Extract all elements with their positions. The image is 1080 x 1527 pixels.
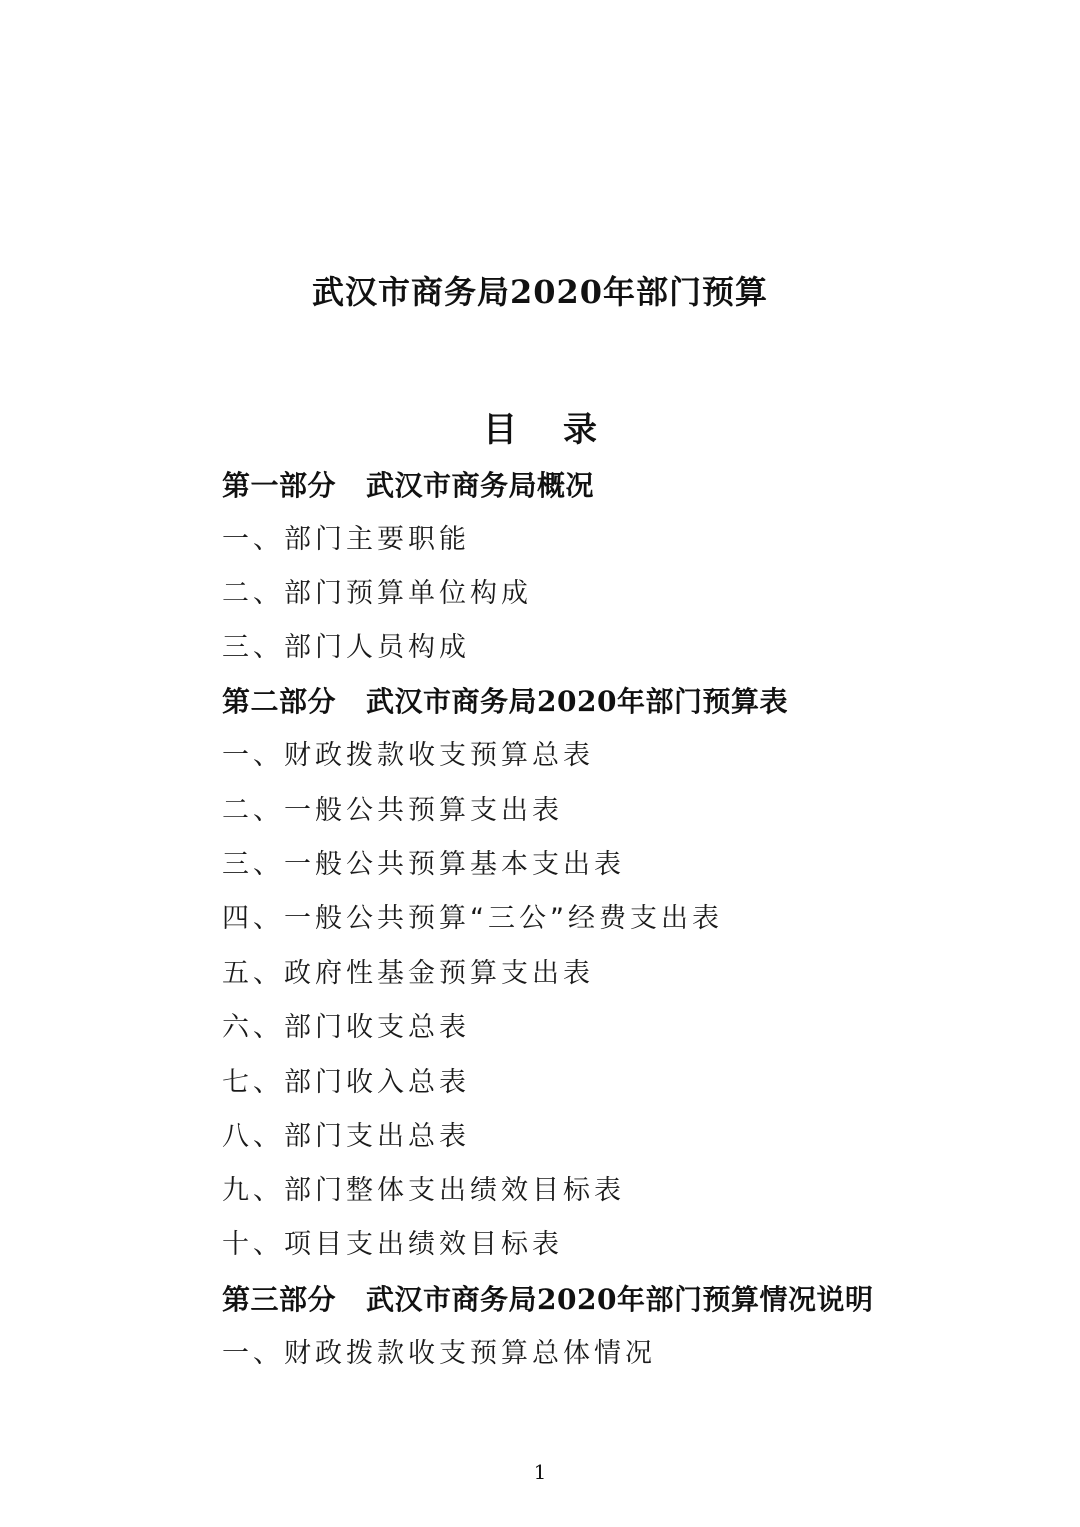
toc-item[interactable]: 三、一般公共预算基本支出表 xyxy=(222,849,625,880)
toc-part-title: 武汉市商务局2020年部门预算表 xyxy=(366,685,788,718)
toc-item[interactable]: 二、部门预算单位构成 xyxy=(222,578,532,609)
toc-part-1[interactable] xyxy=(222,462,594,510)
toc-part-label: 第二部分 xyxy=(222,685,337,718)
toc-item[interactable]: 五、政府性基金预算支出表 xyxy=(222,958,594,989)
toc-item[interactable]: 九、部门整体支出绩效目标表 xyxy=(222,1175,625,1206)
toc-part-2[interactable] xyxy=(222,678,788,726)
toc-item[interactable]: 三、部门人员构成 xyxy=(222,632,470,663)
toc-part-title: 武汉市商务局2020年部门预算情况说明 xyxy=(366,1283,874,1316)
toc-heading-char-2: 录 xyxy=(563,410,597,450)
toc-item[interactable]: 四、一般公共预算“三公”经费支出表 xyxy=(222,903,723,934)
toc-part-label: 第一部分 xyxy=(222,469,337,502)
toc-item[interactable]: 一、财政拨款收支预算总体情况 xyxy=(222,1338,656,1369)
document-title: 武汉市商务局2020年部门预算 xyxy=(311,273,769,311)
toc-item[interactable]: 一、部门主要职能 xyxy=(222,524,470,555)
toc-item[interactable]: 八、部门支出总表 xyxy=(222,1121,470,1152)
toc-item[interactable]: 十、项目支出绩效目标表 xyxy=(222,1229,563,1260)
toc-item[interactable]: 一、财政拨款收支预算总表 xyxy=(222,740,594,771)
toc-item[interactable]: 二、一般公共预算支出表 xyxy=(222,795,563,826)
toc-heading xyxy=(0,406,1080,454)
toc-part-label: 第三部分 xyxy=(222,1283,337,1316)
toc-heading-char-1: 目 xyxy=(483,410,517,450)
page-number: 1 xyxy=(533,1460,547,1484)
toc-item[interactable]: 六、部门收支总表 xyxy=(222,1012,470,1043)
toc-part-3[interactable] xyxy=(222,1276,873,1324)
toc-part-title: 武汉市商务局概况 xyxy=(366,469,595,502)
toc-item[interactable]: 七、部门收入总表 xyxy=(222,1067,470,1098)
